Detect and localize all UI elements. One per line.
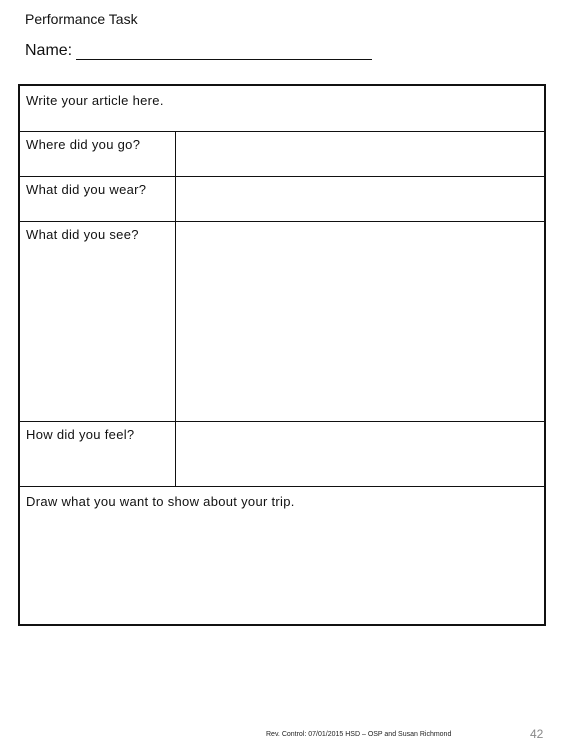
page-number: 42	[530, 727, 544, 741]
drawing-area-row[interactable]	[20, 487, 546, 624]
article-form-table	[18, 84, 546, 626]
question-label-where: Where did you go?	[20, 132, 176, 176]
question-row-wear	[20, 177, 546, 222]
answer-box-feel[interactable]	[176, 422, 546, 486]
article-prompt-row	[20, 86, 546, 132]
page-title: Performance Task	[25, 11, 138, 27]
answer-box-wear[interactable]	[176, 177, 546, 221]
question-row-feel	[20, 422, 546, 487]
question-row-see	[20, 222, 546, 422]
name-field	[25, 42, 372, 60]
question-label-see: What did you see?	[20, 222, 176, 421]
answer-box-where[interactable]	[176, 132, 546, 176]
article-prompt: Write your article here.	[26, 93, 164, 108]
name-blank-line[interactable]	[76, 45, 372, 60]
name-label: Name:	[25, 42, 73, 59]
draw-prompt: Draw what you want to show about your trip.	[26, 494, 295, 509]
question-row-where	[20, 132, 546, 177]
question-label-feel: How did you feel?	[20, 422, 176, 486]
answer-box-see[interactable]	[176, 222, 546, 421]
question-label-wear: What did you wear?	[20, 177, 176, 221]
footer-credit: Rev. Control: 07/01/2015 HSD – OSP and Susan Richmond	[266, 731, 452, 738]
